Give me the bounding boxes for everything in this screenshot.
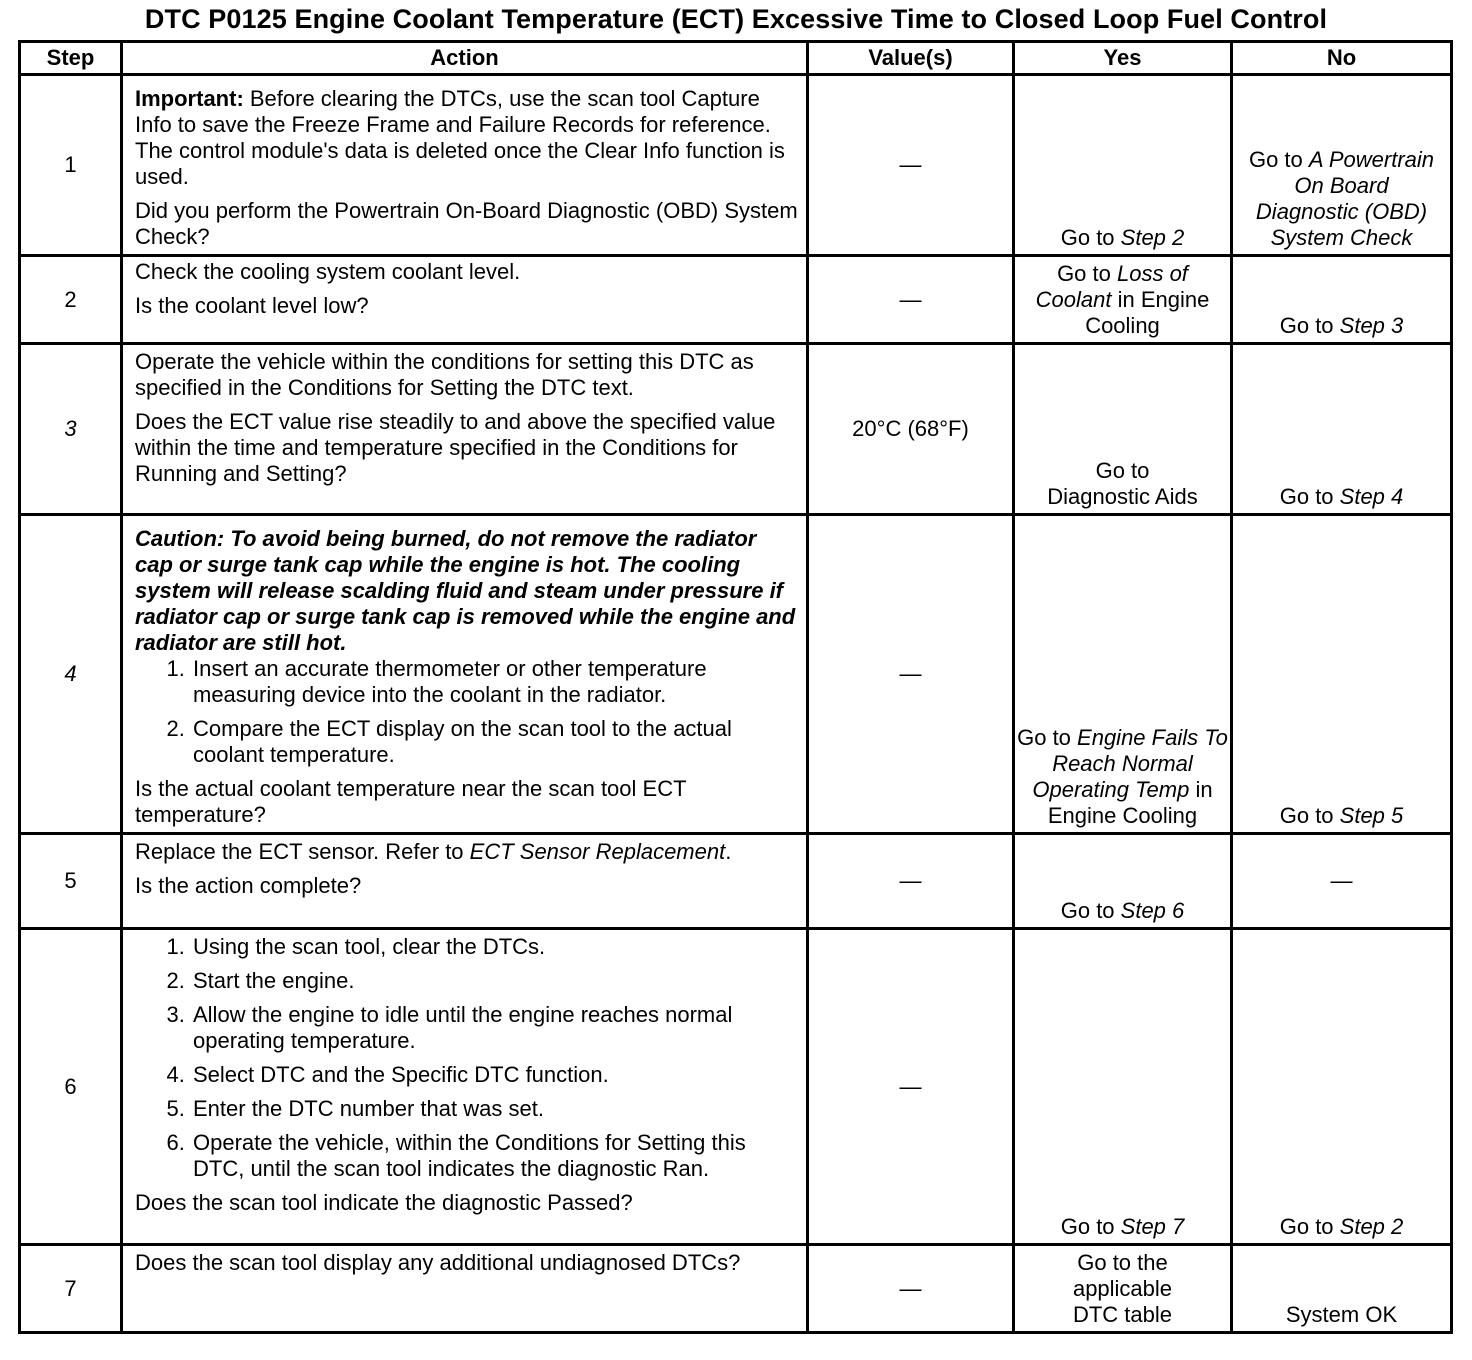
yes-suffix: in Engine Cooling [1047,777,1213,828]
value-cell: — [808,515,1014,834]
value-cell: — [808,834,1014,929]
list-item: 2. Compare the ECT display on the scan tool to the actual coolant temperature. [191,716,798,768]
yes-cell [1014,256,1232,344]
table-row [20,834,1452,929]
no-cell [1232,515,1452,834]
list-item: 2. Start the engine. [191,968,798,994]
action-text [135,839,798,865]
action-text: Operate the vehicle within the conditions for setting this DTC as specified in the Conditions for Setting the DTC text. [135,349,754,400]
no-link[interactable]: Step 4 [1339,484,1404,509]
action-link[interactable]: ECT Sensor Replacement [469,839,726,864]
step-number: 2 [20,256,122,344]
procedure-list [135,934,798,1182]
value-cell: — [808,256,1014,344]
header-values: Value(s) [808,42,1014,75]
action-cell [122,929,808,1245]
yes-cell [1014,1245,1232,1333]
step-number: 6 [20,929,122,1245]
important-note [135,86,798,190]
table-row [20,929,1452,1245]
action-cell [122,344,808,515]
no-link[interactable]: Step 2 [1339,1214,1404,1239]
yes-prefix: Go to [1060,898,1121,923]
action-suffix: . [725,839,732,864]
question-text: Did you perform the Powertrain On-Board Diagnostic (OBD) System Check? [135,198,798,249]
no-prefix: Go to [1279,1214,1340,1239]
question-text: Does the ECT value rise steadily to and above the specified value within the time and temperature specified in the Conditions for Running and Setting? [135,409,776,486]
question-text: Is the actual coolant temperature near the scan tool ECT temperature? [135,776,687,827]
no-cell [1232,929,1452,1245]
action-cell [122,515,808,834]
no-cell [1232,75,1452,256]
list-item: 4. Select DTC and the Specific DTC function. [191,1062,798,1088]
list-item: 1. Insert an accurate thermometer or other temperature measuring device into the coolant in the radiator. [191,656,798,708]
action-cell [122,1245,808,1333]
important-text: Before clearing the DTCs, use the scan tool Capture Info to save the Freeze Frame and Failure Records for reference. The control module's data is deleted once the Clear Info function is used. [135,86,785,189]
list-item: 1. Using the scan tool, clear the DTCs. [191,934,798,960]
step-number: 1 [20,75,122,256]
header-no: No [1232,42,1452,75]
dtc-table [18,40,1453,1334]
yes-link[interactable]: Step 6 [1120,898,1185,923]
yes-link[interactable]: Step 7 [1120,1214,1185,1239]
no-cell [1232,256,1452,344]
yes-link[interactable]: Go to the applicable DTC table [1072,1250,1173,1327]
yes-prefix: Go to [1060,225,1121,250]
page-title: DTC P0125 Engine Coolant Temperature (ECT) Excessive Time to Closed Loop Fuel Control [144,4,1328,34]
table-row [20,75,1452,256]
yes-cell [1014,834,1232,929]
header-action: Action [122,42,808,75]
action-cell [122,256,808,344]
step-number: 7 [20,1245,122,1333]
yes-cell [1014,929,1232,1245]
question-text: Does the scan tool indicate the diagnostic Passed? [135,1190,633,1215]
procedure-list [135,656,798,768]
list-item: 6. Operate the vehicle, within the Conditions for Setting this DTC, until the scan tool indicates the diagnostic Ran. [191,1130,798,1182]
no-prefix: Go to [1248,147,1309,172]
no-prefix: Go to [1279,803,1340,828]
no-cell: — [1232,834,1452,929]
step-number: 3 [20,344,122,515]
yes-prefix: Go to [1060,1214,1121,1239]
value-cell: — [808,929,1014,1245]
value-cell: 20°C (68°F) [808,344,1014,515]
no-link[interactable]: Step 5 [1339,803,1404,828]
header-step: Step [20,42,122,75]
caution-text: Caution: To avoid being burned, do not remove the radiator cap or surge tank cap while the engine is hot. The cooling system will release scalding fluid and steam under pressure if radiator cap or surge tank cap is removed while the engine and radiator are still hot. [135,526,796,655]
yes-cell [1014,344,1232,515]
header-yes: Yes [1014,42,1232,75]
yes-link[interactable]: Engine Fails To Reach Normal Operating Temp [1032,725,1228,802]
step-number: 4 [20,515,122,834]
question-text: Does the scan tool display any additional undiagnosed DTCs? [135,1250,741,1275]
no-prefix: Go to [1279,484,1340,509]
important-label: Important: [135,86,244,111]
no-cell: System OK [1232,1245,1452,1333]
list-item: 5. Enter the DTC number that was set. [191,1096,798,1122]
value-cell: — [808,75,1014,256]
yes-prefix: Go to [1017,725,1078,750]
yes-suffix: in Engine Cooling [1085,287,1210,338]
question-text: Is the coolant level low? [135,293,369,318]
yes-prefix: Go to [1057,261,1117,286]
table-row [20,344,1452,515]
yes-cell [1014,75,1232,256]
no-cell [1232,344,1452,515]
question-text: Is the action complete? [135,873,362,898]
yes-link[interactable]: Step 2 [1120,225,1185,250]
table-row [20,256,1452,344]
step-number: 5 [20,834,122,929]
value-cell: — [808,1245,1014,1333]
table-row [20,515,1452,834]
list-item: 3. Allow the engine to idle until the engine reaches normal operating temperature. [191,1002,798,1054]
header-row [20,42,1452,75]
action-cell [122,834,808,929]
no-link[interactable]: A Powertrain On Board Diagnostic (OBD) System Check [1255,147,1435,250]
yes-cell [1014,515,1232,834]
action-cell [122,75,808,256]
action-prefix: Replace the ECT sensor. Refer to [135,839,470,864]
no-link[interactable]: Step 3 [1339,313,1404,338]
table-row [20,1245,1452,1333]
no-prefix: Go to [1279,313,1340,338]
yes-link[interactable]: Loss of Coolant [1035,261,1188,312]
action-text: Check the cooling system coolant level. [135,259,521,284]
yes-link[interactable]: Go to Diagnostic Aids [1047,458,1198,509]
